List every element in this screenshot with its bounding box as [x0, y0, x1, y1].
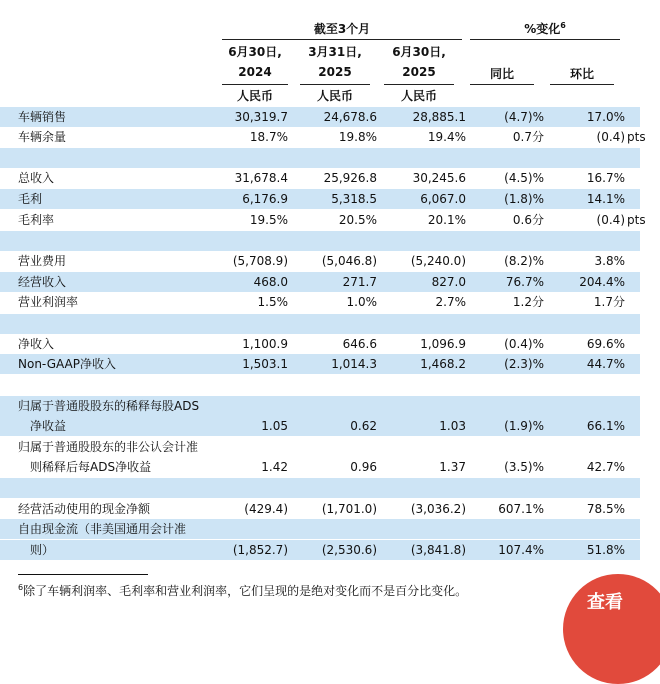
cell-q2-2024: 1,100.9 — [242, 337, 288, 351]
cell-unit: pts — [627, 130, 646, 144]
cell-q1-2025: 19.8% — [338, 130, 377, 144]
cell-qoq: 42.7% — [586, 460, 625, 474]
col-yoy-header: 同比 — [489, 67, 514, 81]
col-date-2-rule — [300, 84, 370, 85]
row-label: 自由现金流（非美国通用会计准 — [18, 522, 187, 536]
col-date-3-year: 2025 — [402, 65, 436, 79]
cell-yoy: (1.8)% — [504, 192, 544, 206]
cell-q2-2024: (429.4) — [244, 502, 288, 516]
cell-q2-2025: 2.7% — [435, 295, 466, 309]
cell-q1-2025: 646.6 — [342, 337, 377, 351]
cell-q2-2024: 30,319.7 — [234, 110, 288, 124]
col-yoy-rule — [470, 84, 534, 85]
cell-unit: pts — [627, 213, 646, 227]
table-row — [0, 251, 640, 271]
row-label: 总收入 — [18, 171, 55, 185]
row-label: Non-GAAP净收入 — [18, 357, 116, 371]
cell-q2-2025: 30,245.6 — [412, 171, 466, 185]
table-row — [0, 210, 646, 230]
cell-q2-2024: 19.5% — [249, 213, 288, 227]
view-button-label: 查看 — [587, 592, 623, 613]
cell-yoy: 1.2分 — [512, 295, 544, 309]
table-row — [0, 354, 640, 374]
cell-q2-2024: 1.42 — [261, 460, 288, 474]
row-label: 车辆余量 — [18, 130, 67, 144]
col-currency-1: 人民币 — [236, 89, 273, 103]
section-spacer — [0, 314, 640, 334]
cell-q2-2024: 18.7% — [249, 130, 288, 144]
row-label: 营业利润率 — [18, 295, 79, 309]
cell-qoq: (0.4) — [596, 130, 625, 144]
view-button[interactable] — [563, 574, 660, 684]
cell-yoy: (0.4)% — [504, 337, 544, 351]
section-spacer — [0, 231, 640, 251]
cell-q2-2024: 31,678.4 — [234, 171, 288, 185]
row-label: 营业费用 — [18, 254, 67, 268]
row-label: 毛利 — [18, 192, 43, 206]
period-group-rule — [222, 39, 462, 40]
row-label: 经营收入 — [18, 275, 67, 289]
table-row — [0, 457, 640, 477]
cell-qoq: 51.8% — [586, 543, 625, 557]
change-group-rule — [470, 39, 620, 40]
col-currency-2: 人民币 — [316, 89, 353, 103]
cell-q1-2025: (5,046.8) — [321, 254, 377, 268]
col-date-2-day: 3月31日, — [308, 45, 362, 59]
cell-yoy: 607.1% — [498, 502, 544, 516]
cell-q1-2025: 0.96 — [350, 460, 377, 474]
cell-q1-2025: (1,701.0) — [321, 502, 377, 516]
cell-q2-2025: 20.1% — [427, 213, 466, 227]
col-currency-3: 人民币 — [400, 89, 437, 103]
section-spacer — [0, 478, 640, 498]
cell-qoq: 69.6% — [586, 337, 625, 351]
cell-q1-2025: (2,530.6) — [321, 543, 377, 557]
cell-qoq: (0.4) — [596, 213, 625, 227]
cell-yoy: (8.2)% — [504, 254, 544, 268]
table-row — [0, 519, 640, 539]
table-row — [0, 292, 640, 312]
table-row — [0, 396, 640, 416]
col-date-1 — [222, 42, 288, 82]
cell-q2-2025: 827.0 — [431, 275, 466, 289]
col-date-2 — [300, 42, 370, 82]
cell-qoq: 66.1% — [586, 419, 625, 433]
table-row — [0, 127, 646, 147]
table-row — [0, 437, 640, 457]
cell-q2-2025: (5,240.0) — [410, 254, 466, 268]
cell-yoy: (2.3)% — [504, 357, 544, 371]
cell-q2-2025: 28,885.1 — [412, 110, 466, 124]
cell-yoy: 107.4% — [498, 543, 544, 557]
col-date-1-rule — [222, 84, 288, 85]
cell-q2-2025: 6,067.0 — [420, 192, 466, 206]
col-qoq-header: 环比 — [569, 67, 594, 81]
footnote — [18, 582, 467, 599]
cell-yoy: 0.7分 — [512, 130, 544, 144]
table-row — [0, 416, 640, 436]
row-label: 则） — [30, 543, 55, 557]
footnote-rule — [18, 574, 148, 575]
footnote-text: 除了车辆利润率、毛利率和营业利润率，它们呈现的是绝对变化而不是百分比变化。 — [23, 584, 468, 598]
cell-qoq: 204.4% — [579, 275, 625, 289]
cell-qoq: 3.8% — [594, 254, 625, 268]
table-row — [0, 189, 640, 209]
cell-q1-2025: 0.62 — [350, 419, 377, 433]
period-group-header: 截至3个月 — [313, 22, 371, 36]
col-date-3 — [384, 42, 454, 82]
cell-q2-2025: 1.37 — [439, 460, 466, 474]
cell-q2-2024: 468.0 — [253, 275, 288, 289]
cell-q2-2025: 1,468.2 — [420, 357, 466, 371]
cell-q1-2025: 271.7 — [342, 275, 377, 289]
footnote-marker: 6 — [18, 583, 24, 592]
cell-yoy: 76.7% — [505, 275, 544, 289]
change-group-header — [470, 20, 620, 37]
cell-qoq: 78.5% — [586, 502, 625, 516]
cell-yoy: (1.9)% — [504, 419, 544, 433]
table-row — [0, 334, 640, 354]
cell-qoq: 1.7分 — [593, 295, 625, 309]
col-date-1-day: 6月30日, — [228, 45, 282, 59]
cell-q1-2025: 5,318.5 — [331, 192, 377, 206]
cell-q1-2025: 24,678.6 — [323, 110, 377, 124]
cell-q2-2025: 1,096.9 — [420, 337, 466, 351]
table-row — [0, 499, 640, 519]
cell-q2-2024: 1,503.1 — [242, 357, 288, 371]
row-label: 净收益 — [30, 419, 67, 433]
cell-q1-2025: 25,926.8 — [323, 171, 377, 185]
row-label: 车辆销售 — [18, 110, 67, 124]
cell-q2-2024: (5,708.9) — [232, 254, 288, 268]
table-row — [0, 540, 640, 560]
col-date-2-year: 2025 — [318, 65, 352, 79]
row-label: 归属于普通股股东的稀释每股ADS — [18, 399, 200, 413]
cell-yoy: (4.5)% — [504, 171, 544, 185]
cell-qoq: 16.7% — [586, 171, 625, 185]
col-date-3-rule — [384, 84, 454, 85]
cell-q2-2025: 1.03 — [439, 419, 466, 433]
table-row — [0, 107, 640, 127]
cell-q2-2025: (3,841.8) — [410, 543, 466, 557]
section-spacer — [0, 148, 640, 168]
cell-q2-2024: 1.05 — [261, 419, 288, 433]
cell-qoq: 44.7% — [586, 357, 625, 371]
cell-q2-2024: (1,852.7) — [232, 543, 288, 557]
cell-q2-2025: 19.4% — [427, 130, 466, 144]
cell-qoq: 14.1% — [586, 192, 625, 206]
table-row — [0, 168, 640, 188]
cell-q1-2025: 20.5% — [338, 213, 377, 227]
cell-q1-2025: 1.0% — [346, 295, 377, 309]
col-date-3-day: 6月30日, — [392, 45, 446, 59]
row-label: 则稀释后每ADS净收益 — [30, 460, 152, 474]
cell-q2-2025: (3,036.2) — [410, 502, 466, 516]
cell-yoy: (4.7)% — [504, 110, 544, 124]
cell-q2-2024: 6,176.9 — [242, 192, 288, 206]
change-footnote-ref: 6 — [560, 21, 566, 30]
cell-yoy: 0.6分 — [512, 213, 544, 227]
cell-qoq: 17.0% — [586, 110, 625, 124]
cell-q1-2025: 1,014.3 — [331, 357, 377, 371]
table-row — [0, 272, 640, 292]
cell-yoy: (3.5)% — [504, 460, 544, 474]
col-qoq-rule — [550, 84, 614, 85]
row-label: 毛利率 — [18, 213, 55, 227]
change-group-title: %变化 — [524, 22, 561, 36]
row-label: 归属于普通股股东的非公认会计准 — [18, 440, 199, 454]
row-label: 经营活动使用的现金净额 — [18, 502, 151, 516]
row-label: 净收入 — [18, 337, 55, 351]
col-date-1-year: 2024 — [238, 65, 272, 79]
cell-q2-2024: 1.5% — [257, 295, 288, 309]
